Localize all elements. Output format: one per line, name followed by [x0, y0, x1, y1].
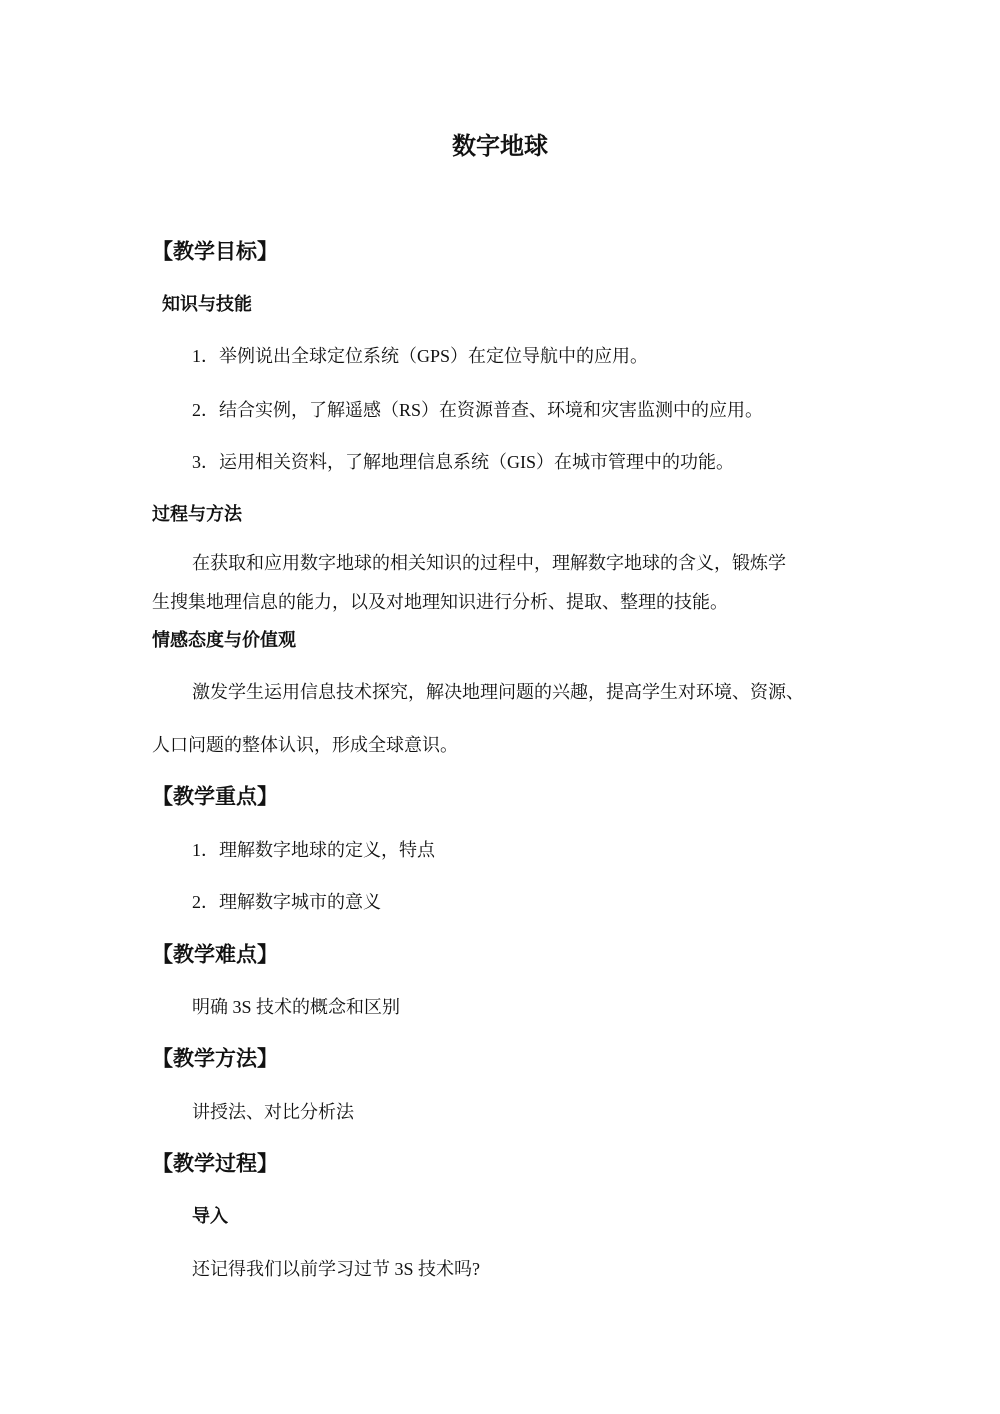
- paragraph-line: 人口问题的整体认识，形成全球意识。: [152, 735, 458, 755]
- section-heading-procedure: 【教学过程】: [152, 1152, 278, 1176]
- subheading-process: 过程与方法: [152, 504, 242, 524]
- paragraph-line: 生搜集地理信息的能力，以及对地理知识进行分析、提取、整理的技能。: [152, 592, 728, 612]
- list-item: 1．举例说出全球定位系统（GPS）在定位导航中的应用。: [192, 346, 649, 366]
- difficulties-text: 明确 3S 技术的概念和区别: [192, 997, 401, 1017]
- subheading-intro: 导入: [192, 1206, 228, 1226]
- list-item: 2．理解数字城市的意义: [192, 892, 381, 912]
- subheading-attitude: 情感态度与价值观: [152, 630, 296, 650]
- section-heading-methods: 【教学方法】: [152, 1047, 278, 1071]
- section-heading-difficulties: 【教学难点】: [152, 943, 278, 967]
- paragraph-line: 激发学生运用信息技术探究，解决地理问题的兴趣，提高学生对环境、资源、: [192, 682, 804, 702]
- methods-text: 讲授法、对比分析法: [192, 1102, 354, 1122]
- page-title: 数字地球: [452, 133, 548, 160]
- subheading-knowledge: 知识与技能: [162, 294, 252, 314]
- section-heading-key-points: 【教学重点】: [152, 785, 278, 809]
- list-item: 1．理解数字地球的定义，特点: [192, 840, 435, 860]
- section-heading-objectives: 【教学目标】: [152, 240, 278, 264]
- list-item: 2．结合实例，了解遥感（RS）在资源普查、环境和灾害监测中的应用。: [192, 400, 764, 420]
- paragraph-line: 在获取和应用数字地球的相关知识的过程中，理解数字地球的含义，锻炼学: [192, 553, 786, 573]
- intro-text: 还记得我们以前学习过节 3S 技术吗?: [192, 1259, 480, 1279]
- list-item: 3．运用相关资料，了解地理信息系统（GIS）在城市管理中的功能。: [192, 452, 735, 472]
